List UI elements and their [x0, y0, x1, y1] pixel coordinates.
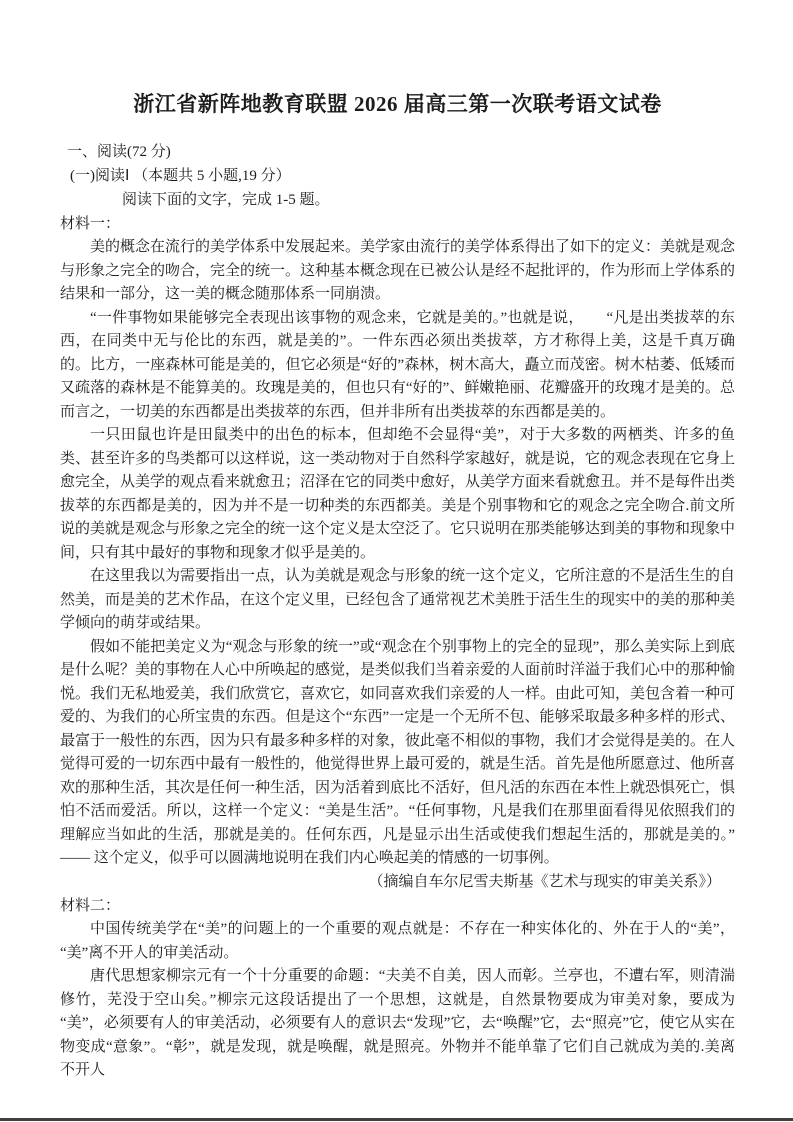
material-one-attribution: （摘编自车尔尼雪夫斯基《艺术与现实的审美关系》）	[368, 873, 721, 890]
page-bottom-scan-edge	[0, 1118, 793, 1121]
material-two-paragraph-1: 中国传统美学在“美”的问题上的一个重要的观点就是：不存在一种实体化的、外在于人的“美”，“美”离不开人的审美活动。	[60, 921, 735, 961]
material-one-paragraph-2: “一件事物如果能够完全表现出该事物的观念来，它就是美的。”也就是说， “凡是出类拔萃的东西，在同类中无与伦比的东西，就是美的”。一件东西必须出类拔萃，方才称得上美，这是千真万确的。比方，一座森林可能是美的，但它必须是“好的”森林，树木高大，矗立而茂密。树木枯萎、低矮而又疏落的森林是不能算美的。玫瑰是美的，但也只有“好的”、鲜嫩艳丽、花瓣盛开的玫瑰才是美的。总而言之，一切美的东西都是出类拔萃的东西，但并非所有出类拔萃的东西都是美的。	[60, 309, 735, 420]
material-one-label: 材料一：	[60, 216, 121, 232]
material-one-paragraph-5: 假如不能把美定义为“观念与形象的统一”或“观念在个别事物上的完全的显现”，那么美实际上到底是什么呢？美的事物在人心中所唤起的感觉，是类似我们当着亲爱的人面前时洋溢于我们心中的那种愉悦。我们无私地爱美，我们欣赏它，喜欢它，如同喜欢我们亲爱的人一样。由此可知，美包含着一种可爱的、为我们的心所宝贵的东西。但是这个“东西”一定是一个无所不包、能够采取最多种多样的形式、最富于一般性的东西，因为只有最多种多样的对象，彼此毫不相似的事物，我们才会觉得是美的。在人觉得可爱的一切东西中最有一般性的，他觉得世界上最可爱的，就是生活。首先是他所愿意过、他所喜欢的那种生活，其次是任何一种生活，因为活着到底比不活好，但凡活的东西在本性上就恐惧死亡，惧怕不活而爱活。所以，这样一个定义：“美是生活”。“任何事物，凡是我们在那里面看得见依照我们的理解应当如此的生活，那就是美的。任何东西，凡是显示出生活或使我们想起生活的，那就是美的。”—— 这个定义，似乎可以圆满地说明在我们内心唤起美的情感的一切事例。	[60, 638, 736, 866]
material-one-paragraph-3: 一只田鼠也许是田鼠类中的出色的标本，但却绝不会显得“美”，对于大多数的两栖类、许多的鱼类、甚至许多的鸟类都可以这样说，这一类动物对于自然科学家越好，就是说，它的观念表现在它身上愈完全，从美学的观点看来就愈丑；沼泽在它的同类中愈好，从美学方面来看就愈丑。并不是每件出类拔萃的东西都是美的，因为并不是一切种类的东西都美。美是个别事物和它的观念之完全吻合.前文所说的美就是观念与形象之完全的统一这个定义是太空泛了。它只说明在那类能够达到美的事物和现象中间，只有其中最好的事物和现象才似乎是美的。	[60, 427, 736, 561]
material-two-paragraph-2: 唐代思想家柳宗元有一个十分重要的命题：“夫美不自美，因人而彰。兰亭也，不遭右军，则清湍修竹，芜没于空山矣。”柳宗元这段话提出了一个思想，这就是，自然景物要成为审美对象，要成为“美”，必须要有人的审美活动，必须要有人的意识去“发现”它，去“唤醒”它，去“照亮”它，使它从实在物变成“意象”。“彰”，就是发现，就是唤醒，就是照亮。外物并不能单靠了它们自己就成为美的.美离不开人	[60, 968, 735, 1078]
material-one-paragraph-1: 美的概念在流行的美学体系中发展起来。美学家由流行的美学体系得出了如下的定义：美就是观念与形象之完全的吻合，完全的统一。这种基本概念现在已被公认是经不起批评的，作为形而上学体系的结果和一部分，这一美的概念随那体系一同崩溃。	[60, 239, 736, 302]
subsection-heading: (一)阅读Ⅰ （本题共 5 小题,19 分）	[70, 168, 291, 184]
section-heading: 一、阅读(72 分)	[67, 144, 171, 160]
page-title: 浙江省新阵地教育联盟 2026 届高三第一次联考语文试卷	[133, 92, 662, 116]
material-one-paragraph-4: 在这里我以为需要指出一点，认为美就是观念与形象的统一这个定义，它所注意的不是活生生的自然美，而是美的艺术作品，在这个定义里，已经包含了通常视艺术美胜于活生生的现实中的美的那种美学倾向的萌芽或结果。	[60, 568, 736, 631]
reading-instruction: 阅读下面的文字，完成 1-5 题。	[122, 192, 330, 208]
material-two-label: 材料二：	[60, 898, 121, 914]
